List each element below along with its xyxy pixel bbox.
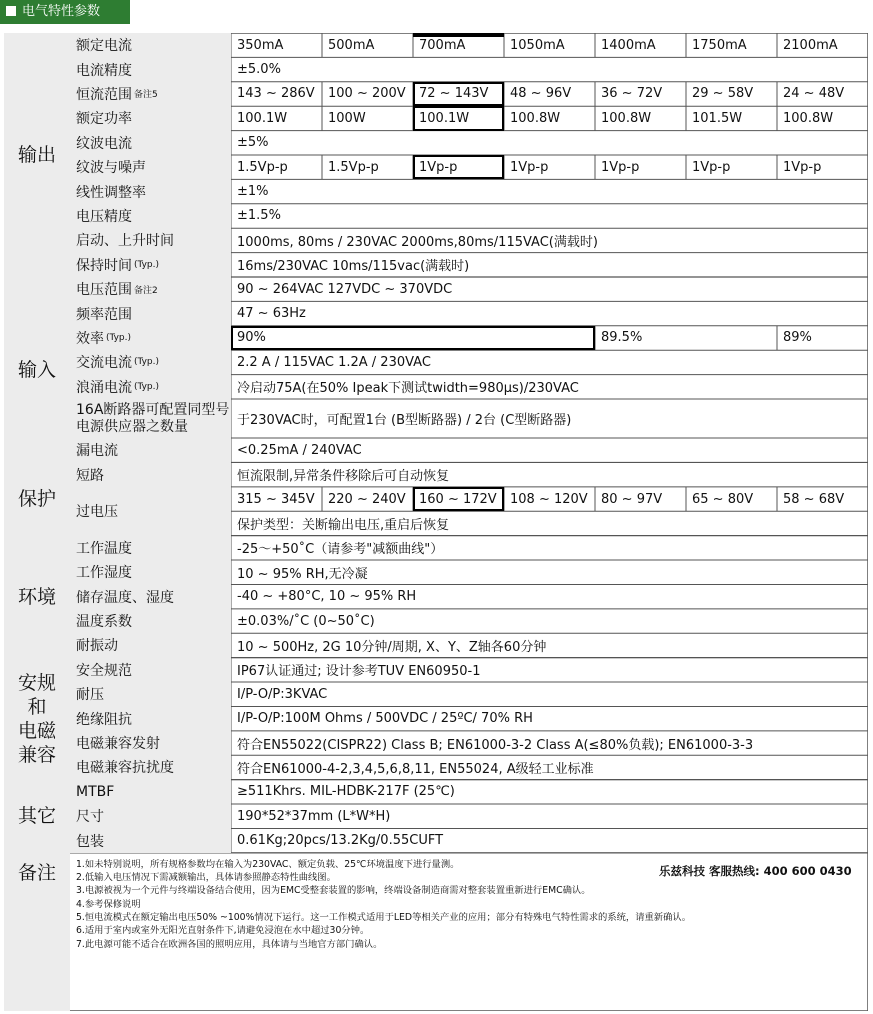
ov-value (504, 487, 595, 511)
value-cell-text: 1.5Vp-p (237, 159, 288, 175)
value-input-inrush-text: 冷启动75A(在50% Ipeak下测试twidth=980µs)/230VAC (237, 381, 579, 397)
section-environment-title: 环境 (17, 585, 56, 608)
value-cell (777, 33, 868, 57)
row-label-output-cc_range (70, 82, 231, 106)
value-safety-emc_immunity-text: 符合EN61000-4-2,3,4,5,6,8,11, EN55024, A级轻工业标准 (237, 761, 594, 777)
ov-value-text: 80 ~ 97V (601, 491, 663, 507)
value-cell (231, 33, 322, 57)
value-cell-text: 48 ~ 96V (510, 86, 572, 102)
row-label-overvoltage (70, 487, 231, 536)
row-label-protection-short (70, 462, 231, 486)
input-ac_current-sub: (Typ.) (134, 357, 160, 368)
value-cell (595, 155, 686, 179)
row-label-output-rated_power (70, 106, 231, 130)
output-cc_range-sub: 备注5 (134, 90, 158, 101)
output-voltage_accuracy-label: 电压精度 (76, 208, 132, 225)
input-ac_current-label: 交流电流 (76, 355, 132, 372)
row-label-overvoltage-text: 过电压 (76, 504, 118, 521)
value-cell-text: 700mA (419, 37, 466, 53)
value-other-dimension (231, 804, 868, 828)
row-label-environment-storage (70, 584, 231, 608)
value-cell (686, 106, 777, 130)
note-line: 5.恒电流模式在额定输出电压50% ~100%情况下运行。这一工作模式适用于LED等相关产业的应用；部分有特殊电气特性需求的系统，请重新确认。 (76, 912, 691, 924)
output-ripple_noise-label: 纹波与噪声 (76, 160, 146, 177)
value-environment-temp_coeff-text: ±0.03%/˚C (0~50˚C) (237, 613, 375, 629)
value-cell-text: 1Vp-p (510, 159, 549, 175)
row-label-output-ripple_noise (70, 155, 231, 179)
value-cell (322, 82, 413, 106)
protection-short-label: 短路 (76, 467, 104, 484)
efficiency-a (231, 326, 595, 350)
value-other-dimension-text: 190*52*37mm (L*W*H) (237, 808, 391, 824)
value-environment-working_temp (231, 536, 868, 560)
ov-value (686, 487, 777, 511)
row-label-safety-isolation (70, 706, 231, 730)
value-cell (686, 155, 777, 179)
value-environment-temp_coeff (231, 609, 868, 633)
value-cell-text: 100.8W (783, 110, 834, 126)
row-label-input-leakage (70, 438, 231, 462)
environment-working_humidity-label: 工作湿度 (76, 565, 132, 582)
value-cell-text: 100W (328, 110, 366, 126)
value-cell-text: 100.1W (419, 110, 470, 126)
service-hotline: 乐兹科技 客服热线: 400 600 0430 (659, 863, 852, 878)
row-label-input-voltage_range (70, 277, 231, 301)
input-inrush-label: 浪涌电流 (76, 379, 132, 396)
safety-emc_emission-label: 电磁兼容发射 (76, 736, 160, 753)
value-output-voltage_accuracy-text: ±1.5% (237, 208, 281, 224)
note-line: 6.适用于室内或室外无阳光直射条件下,请避免浸泡在水中超过30分钟。 (76, 925, 370, 937)
row-label-other-mtbf (70, 780, 231, 804)
value-cell-text: 36 ~ 72V (601, 86, 663, 102)
value-cell (322, 106, 413, 130)
value-safety-standards-text: IP67认证通过; 设计参考TUV EN60950-1 (237, 664, 481, 680)
value-cell (413, 155, 504, 179)
row-label-environment-vibration (70, 633, 231, 657)
value-environment-vibration-text: 10 ~ 500Hz, 2G 10分钟/周期, X、Y、Z轴各60分钟 (237, 639, 547, 655)
row-label-safety-withstand (70, 682, 231, 706)
ov-value-text: 220 ~ 240V (328, 491, 406, 507)
value-cell (413, 106, 504, 130)
environment-vibration-label: 耐振动 (76, 638, 118, 655)
ov-value-text: 315 ~ 345V (237, 491, 315, 507)
value-other-packing (231, 828, 868, 852)
section-input (4, 277, 70, 462)
row-label-other-packing (70, 828, 231, 852)
value-cell-text: 350mA (237, 37, 284, 53)
row-label-other-dimension (70, 804, 231, 828)
value-environment-storage-text: -40 ~ +80°C, 10 ~ 95% RH (237, 589, 417, 605)
value-safety-standards (231, 658, 868, 682)
safety-emc_immunity-label: 电磁兼容抗扰度 (76, 760, 174, 777)
value-cell (686, 82, 777, 106)
row-label-safety-emc_immunity (70, 755, 231, 779)
value-cell (322, 155, 413, 179)
output-rated_current-label: 额定电流 (76, 38, 132, 55)
spec-table (4, 33, 868, 1011)
value-cell (231, 82, 322, 106)
value-cell (322, 33, 413, 57)
value-output-setup_rise (231, 228, 868, 252)
value-environment-working_temp-text: -25～+50˚C（请参考"减额曲线"） (237, 542, 444, 558)
value-cell-text: 1.5Vp-p (328, 159, 379, 175)
output-rated_power-label: 额定功率 (76, 111, 132, 128)
square-bullet-icon (6, 6, 16, 16)
ov-type-text: 保护类型：关断输出电压,重启后恢复 (237, 517, 450, 533)
value-cell (504, 106, 595, 130)
section-protection (4, 462, 70, 535)
output-ripple_current-label: 纹波电流 (76, 135, 132, 152)
value-environment-storage (231, 584, 868, 608)
value-input-frequency-text: 47 ~ 63Hz (237, 306, 306, 322)
value-input-breaker (231, 399, 868, 438)
environment-working_temp-label: 工作温度 (76, 540, 132, 557)
value-environment-vibration (231, 633, 868, 657)
row-label-output-rated_current (70, 33, 231, 57)
value-cell-text: 100.1W (237, 110, 288, 126)
value-cell (595, 33, 686, 57)
output-line_regulation-label: 线性调整率 (76, 184, 146, 201)
value-environment-working_humidity-text: 10 ~ 95% RH,无冷凝 (237, 566, 368, 582)
value-cell (686, 33, 777, 57)
value-output-ripple_current-text: ±5% (237, 135, 269, 151)
input-efficiency-label: 效率 (76, 330, 104, 347)
value-output-current_accuracy (231, 57, 868, 81)
output-cc_range-label: 恒流范围 (76, 86, 132, 103)
value-input-ac_current (231, 350, 868, 374)
section-output (4, 33, 70, 277)
output-hold_up-sub: (Typ.) (134, 259, 160, 270)
row-label-safety-emc_emission (70, 731, 231, 755)
ov-value-text: 65 ~ 80V (692, 491, 754, 507)
value-cell-text: 1Vp-p (783, 159, 822, 175)
section-environment (4, 536, 70, 658)
output-current_accuracy-label: 电流精度 (76, 62, 132, 79)
value-safety-withstand-text: I/P-O/P:3KVAC (237, 686, 328, 702)
ov-value (322, 487, 413, 511)
value-cell-text: 500mA (328, 37, 375, 53)
safety-isolation-label: 绝缘阻抗 (76, 711, 132, 728)
note-line: 2.低输入电压情况下需减额输出，具体请参照静态特性曲线图。 (76, 872, 336, 884)
efficiency-c-text: 89% (783, 330, 812, 346)
value-cell-text: 1Vp-p (601, 159, 640, 175)
value-cell-text: 1Vp-p (419, 159, 458, 175)
row-label-input-inrush (70, 375, 231, 399)
safety-withstand-label: 耐压 (76, 687, 104, 704)
value-safety-withstand (231, 682, 868, 706)
environment-temp_coeff-label: 温度系数 (76, 614, 132, 631)
environment-storage-label: 储存温度、湿度 (76, 589, 174, 606)
value-input-frequency (231, 301, 868, 325)
ov-value (777, 487, 868, 511)
value-cell-text: 2100mA (783, 37, 838, 53)
output-setup_rise-label: 启动、上升时间 (76, 233, 174, 250)
ov-value (595, 487, 686, 511)
value-other-mtbf-text: ≥511Khrs. MIL-HDBK-217F (25℃) (237, 784, 455, 800)
other-mtbf-label: MTBF (76, 783, 115, 800)
value-cell (504, 33, 595, 57)
value-cell (413, 33, 504, 57)
section-remarks-text: 备注 (17, 861, 56, 884)
row-label-output-current_accuracy (70, 57, 231, 81)
row-label-input-frequency (70, 301, 231, 325)
value-output-line_regulation-text: ±1% (237, 184, 269, 200)
ov-value (413, 487, 504, 511)
value-safety-emc_emission (231, 731, 868, 755)
value-cell (504, 155, 595, 179)
value-cell-text: 72 ~ 143V (419, 86, 489, 102)
value-cell (231, 106, 322, 130)
row-label-safety-standards (70, 658, 231, 682)
value-input-ac_current-text: 2.2 A / 115VAC 1.2A / 230VAC (237, 354, 431, 370)
row-label-output-ripple_current (70, 131, 231, 155)
output-hold_up-label: 保持时间 (76, 257, 132, 274)
input-frequency-label: 频率范围 (76, 306, 132, 323)
row-label-environment-working_temp (70, 536, 231, 560)
input-voltage_range-sub: 备注2 (134, 285, 158, 296)
value-safety-isolation (231, 706, 868, 730)
value-output-current_accuracy-text: ±5.0% (237, 62, 281, 78)
efficiency-c (777, 326, 868, 350)
safety-standards-label: 安全规范 (76, 662, 132, 679)
section-input-title: 输入 (17, 358, 56, 381)
ov-value-text: 108 ~ 120V (510, 491, 588, 507)
value-cell-text: 1050mA (510, 37, 565, 53)
value-output-voltage_accuracy (231, 204, 868, 228)
note-line: 1.如未特别说明，所有规格参数均在输入为230VAC、额定负载、25℃环境温度下进行量测。 (76, 858, 460, 870)
value-output-hold_up (231, 253, 868, 277)
value-input-leakage (231, 438, 868, 462)
row-label-output-setup_rise (70, 228, 231, 252)
section-header-title: 电气特性参数 (22, 4, 101, 19)
value-cell (595, 106, 686, 130)
value-cell-text: 100 ~ 200V (328, 86, 406, 102)
note-line: 3.电源被视为一个元件与终端设备结合使用，因为EMC受整套装置的影响，终端设备制造商需对整套装置重新进行EMC确认。 (76, 885, 591, 897)
section-safety-title: 安规 和 电磁 兼容 (17, 671, 56, 766)
row-label-output-hold_up (70, 253, 231, 277)
section-remarks (4, 853, 70, 1011)
value-cell (504, 82, 595, 106)
input-efficiency-sub: (Typ.) (106, 332, 132, 343)
efficiency-b (595, 326, 777, 350)
value-input-voltage_range-text: 90 ~ 264VAC 127VDC ~ 370VDC (237, 281, 453, 297)
row-label-input-ac_current (70, 350, 231, 374)
value-cell (231, 155, 322, 179)
value-output-line_regulation (231, 179, 868, 203)
input-inrush-sub: (Typ.) (134, 381, 160, 392)
section-safety (4, 658, 70, 780)
ov-value (231, 487, 322, 511)
value-safety-isolation-text: I/P-O/P:100M Ohms / 500VDC / 25ºC/ 70% RH (237, 711, 533, 727)
row-label-output-voltage_accuracy (70, 204, 231, 228)
row-label-environment-temp_coeff (70, 609, 231, 633)
value-cell-text: 1400mA (601, 37, 656, 53)
value-cell-text: 1750mA (692, 37, 747, 53)
value-input-voltage_range (231, 277, 868, 301)
other-packing-label: 包装 (76, 833, 104, 850)
value-other-mtbf (231, 780, 868, 804)
section-protection-title: 保护 (17, 488, 56, 511)
value-cell-text: 101.5W (692, 110, 743, 126)
row-label-output-line_regulation (70, 179, 231, 203)
value-cell (595, 82, 686, 106)
value-protection-short-text: 恒流限制,异常条件移除后可自动恢复 (237, 469, 450, 485)
value-protection-short (231, 462, 868, 486)
input-voltage_range-label: 电压范围 (76, 282, 132, 299)
value-safety-emc_emission-text: 符合EN55022(CISPR22) Class B; EN61000-3-2 Class A(≤80%负载); EN61000-3-3 (237, 737, 754, 753)
value-cell (777, 82, 868, 106)
value-output-setup_rise-text: 1000ms, 80ms / 230VAC 2000ms,80ms/115VAC(满载时) (237, 234, 598, 250)
ov-value-text: 160 ~ 172V (419, 491, 497, 507)
input-breaker-label: 16A断路器可配置同型号电源供应器之数量 (76, 401, 230, 435)
ov-type (231, 511, 868, 535)
value-cell (777, 106, 868, 130)
ov-value-text: 58 ~ 68V (783, 491, 845, 507)
value-cell-text: 143 ~ 286V (237, 86, 315, 102)
row-label-environment-working_humidity (70, 560, 231, 584)
value-other-packing-text: 0.61Kg;20pcs/13.2Kg/0.55CUFT (237, 833, 444, 849)
section-other (4, 780, 70, 853)
value-cell-text: 100.8W (510, 110, 561, 126)
value-cell-text: 29 ~ 58V (692, 86, 754, 102)
value-input-inrush (231, 375, 868, 399)
efficiency-b-text: 89.5% (601, 330, 643, 346)
value-cell-text: 1Vp-p (692, 159, 731, 175)
value-cell (413, 82, 504, 106)
value-output-hold_up-text: 16ms/230VAC 10ms/115vac(满载时) (237, 259, 470, 275)
value-safety-emc_immunity (231, 755, 868, 779)
note-line: 4.参考保修说明 (76, 898, 141, 910)
row-label-input-efficiency (70, 326, 231, 350)
value-input-leakage-text: <0.25mA / 240VAC (237, 442, 362, 458)
value-cell-text: 100.8W (601, 110, 652, 126)
value-input-breaker-text: 于230VAC时，可配置1台 (B型断路器) / 2台 (C型断路器) (237, 413, 572, 429)
other-dimension-label: 尺寸 (76, 809, 104, 826)
section-other-title: 其它 (17, 805, 56, 828)
value-environment-working_humidity (231, 560, 868, 584)
remarks-notes (76, 858, 691, 951)
value-cell (777, 155, 868, 179)
value-output-ripple_current (231, 131, 868, 155)
value-cell-text: 24 ~ 48V (783, 86, 845, 102)
row-label-input-breaker (70, 399, 231, 438)
section-output-title: 输出 (17, 144, 56, 166)
efficiency-a-text: 90% (237, 330, 266, 346)
input-leakage-label: 漏电流 (76, 443, 118, 460)
section-header (0, 0, 130, 24)
note-line: 7.此电源可能不适合在欧洲各国的照明应用，具体请与当地官方部门确认。 (76, 938, 383, 950)
